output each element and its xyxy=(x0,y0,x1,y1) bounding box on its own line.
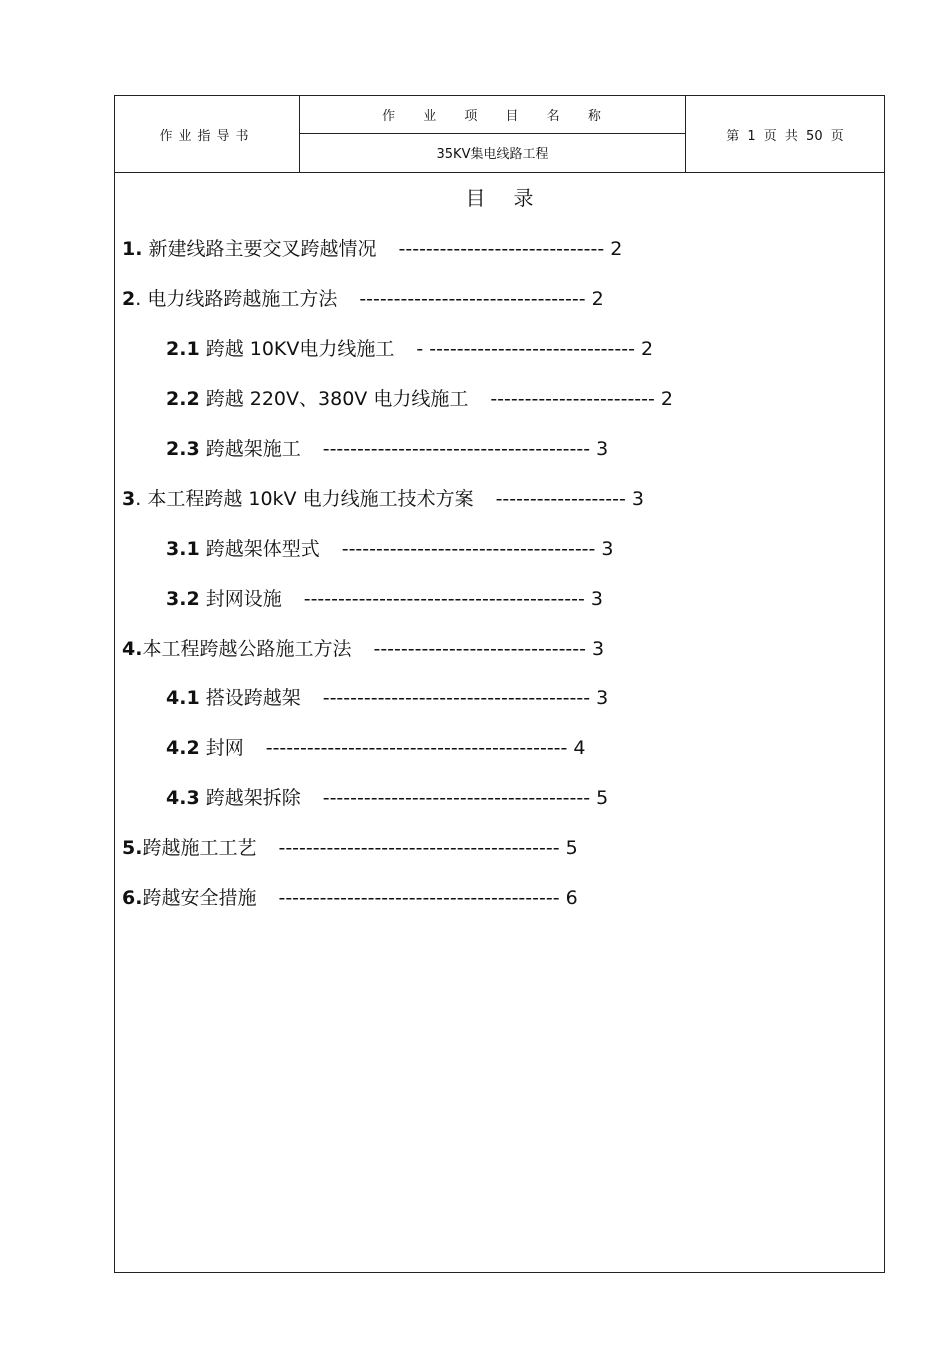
toc-entry-text: 跨越施工工艺 xyxy=(142,837,257,859)
toc-entry-page: 3 xyxy=(596,687,609,709)
doc-type-cell: 作业指导书 xyxy=(115,96,300,172)
toc-entry-leader: ----------------------------------------- xyxy=(278,837,560,859)
toc-entry-number: 4.2 xyxy=(166,737,200,759)
toc-entry[interactable] xyxy=(166,334,653,361)
toc-entry-text: 新建线路主要交叉跨越情况 xyxy=(142,238,377,260)
toc-entry-number: 5. xyxy=(122,837,143,859)
toc-entry-leader: ------------------------------- xyxy=(373,638,587,660)
toc-entry-number: 2 xyxy=(122,288,136,310)
toc-entry-leader: --------------------------------------- xyxy=(322,787,591,809)
project-name: 35KV集电线路工程 xyxy=(436,147,549,162)
toc-entry-leader: - ------------------------------ xyxy=(416,338,635,360)
toc-entry-number: 6. xyxy=(122,887,143,909)
toc-entry-text: 封网设施 xyxy=(199,588,282,610)
toc-entry[interactable] xyxy=(122,833,578,860)
toc-entry[interactable] xyxy=(166,683,608,710)
toc-entry-text: 跨越 220V、380V 电力线施工 xyxy=(199,388,469,410)
toc-entry[interactable] xyxy=(122,634,604,661)
toc-entry-leader: ------------------------------------- xyxy=(341,538,596,560)
toc-entry-number: 2.3 xyxy=(166,438,200,460)
toc-entry-leader: -------------------------------------------- xyxy=(265,737,568,759)
document-frame xyxy=(114,95,885,1273)
toc-entry-page: 3 xyxy=(590,588,603,610)
page-info: 第 1 页 共 50 页 xyxy=(726,128,844,144)
toc-entry-text: 跨越架拆除 xyxy=(199,787,301,809)
toc-entry-text: . 电力线路跨越施工方法 xyxy=(135,288,338,310)
toc-entry-page: 2 xyxy=(660,388,673,410)
toc-entry-page: 3 xyxy=(631,488,644,510)
toc-entry-text: 跨越架体型式 xyxy=(199,538,320,560)
toc-entry-page: 3 xyxy=(601,538,614,560)
toc-entry-leader: ------------------------------ xyxy=(398,238,605,260)
toc-entry[interactable] xyxy=(122,284,604,311)
toc-entry-number: 3.1 xyxy=(166,538,200,560)
toc-entry[interactable] xyxy=(166,384,673,411)
toc-entry-text: 搭设跨越架 xyxy=(199,687,301,709)
toc-entry[interactable] xyxy=(122,484,644,511)
toc-entry-text: . 本工程跨越 10kV 电力线施工技术方案 xyxy=(135,488,474,510)
toc-entry-number: 4. xyxy=(122,638,143,660)
toc-entry[interactable] xyxy=(122,234,622,261)
toc-entry-page: 4 xyxy=(573,737,586,759)
toc-entry-leader: ----------------------------------------- xyxy=(303,588,585,610)
toc-entry-number: 1. xyxy=(122,238,143,260)
toc-entry-leader: ------------------------ xyxy=(490,388,655,410)
toc-entry-page: 3 xyxy=(596,438,609,460)
toc-entry-text: 本工程跨越公路施工方法 xyxy=(142,638,352,660)
toc-entry-leader: ----------------------------------------- xyxy=(278,887,560,909)
toc-entry-page: 2 xyxy=(610,238,623,260)
toc-entry-number: 4.3 xyxy=(166,787,200,809)
header-table xyxy=(115,96,884,173)
toc-entry[interactable] xyxy=(166,733,585,760)
project-cell xyxy=(300,96,686,172)
toc-entry[interactable] xyxy=(166,584,603,611)
toc-entry-number: 2.1 xyxy=(166,338,200,360)
toc-entry[interactable] xyxy=(166,534,613,561)
toc-entry-page: 2 xyxy=(591,288,604,310)
toc-entry-number: 4.1 xyxy=(166,687,200,709)
toc-entry-text: 跨越安全措施 xyxy=(142,887,257,909)
toc-entry-page: 5 xyxy=(596,787,609,809)
toc-entry-number: 2.2 xyxy=(166,388,200,410)
toc-entry-leader: --------------------------------------- xyxy=(322,438,591,460)
toc-entry-number: 3 xyxy=(122,488,136,510)
toc-entry-leader: --------------------------------------- xyxy=(322,687,591,709)
toc-entry-text: 跨越 10KV电力线施工 xyxy=(199,338,395,360)
toc-entry-page: 2 xyxy=(640,338,654,360)
toc-entry-text: 封网 xyxy=(199,737,244,759)
toc-entry-page: 3 xyxy=(592,638,605,660)
toc-entry-number: 3.2 xyxy=(166,588,200,610)
toc-entry[interactable] xyxy=(122,883,578,910)
toc-entry[interactable] xyxy=(166,434,608,461)
toc-entry-page: 6 xyxy=(565,887,578,909)
project-label: 作 业 项 目 名 称 xyxy=(300,96,685,134)
toc-title: 目录 xyxy=(465,186,562,210)
toc-entry-leader: --------------------------------- xyxy=(359,288,586,310)
toc-entry-leader: ------------------- xyxy=(495,488,626,510)
toc-entry-page: 5 xyxy=(565,837,578,859)
toc-entry-text: 跨越架施工 xyxy=(199,438,301,460)
toc-entry[interactable] xyxy=(166,783,608,810)
